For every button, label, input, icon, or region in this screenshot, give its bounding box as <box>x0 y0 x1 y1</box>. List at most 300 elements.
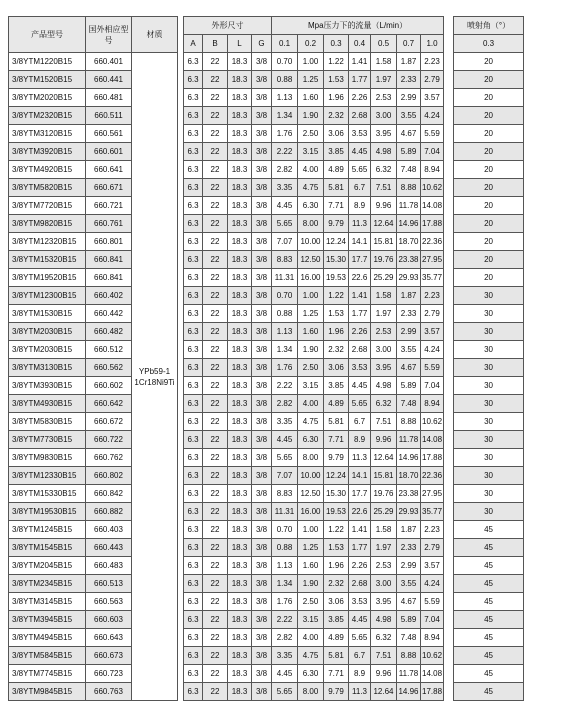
cell-flow-0.5: 25.29 <box>371 503 397 521</box>
cell-flow-0.2: 2.50 <box>298 359 324 377</box>
cell-flow-0.3: 1.22 <box>324 287 349 305</box>
cell-flow-1.0: 14.08 <box>421 197 444 215</box>
cell-flow-0.2: 2.50 <box>298 125 324 143</box>
cell-flow-0.2: 3.15 <box>298 143 324 161</box>
cell-dim-b: 22 <box>203 647 228 665</box>
cell-flow-0.2: 3.15 <box>298 611 324 629</box>
cell-flow-1.0: 27.95 <box>421 485 444 503</box>
cell-flow-0.1: 11.31 <box>272 269 298 287</box>
cell-model: 3/8YTM1520B15 <box>9 71 86 89</box>
cell-flow-0.5: 25.29 <box>371 269 397 287</box>
header-pressure-0.5: 0.5 <box>371 35 397 53</box>
cell-dim-b: 22 <box>203 593 228 611</box>
cell-flow-0.2: 1.25 <box>298 71 324 89</box>
cell-flow-0.3: 7.71 <box>324 197 349 215</box>
cell-ref-model: 660.561 <box>86 125 132 143</box>
cell-dim-b: 22 <box>203 521 228 539</box>
cell-ref-model: 660.482 <box>86 323 132 341</box>
cell-flow-0.4: 2.68 <box>349 575 371 593</box>
cell-flow-0.5: 6.32 <box>371 629 397 647</box>
cell-flow-0.2: 4.00 <box>298 161 324 179</box>
cell-dim-g: 3/8 <box>252 431 272 449</box>
cell-flow-1.0: 4.24 <box>421 575 444 593</box>
cell-flow-0.4: 8.9 <box>349 665 371 683</box>
cell-model: 3/8YTM2345B15 <box>9 575 86 593</box>
cell-dim-a: 6.3 <box>184 683 203 701</box>
cell-flow-0.7: 4.67 <box>397 359 421 377</box>
cell-model: 3/8YTM5830B15 <box>9 413 86 431</box>
cell-dim-b: 22 <box>203 161 228 179</box>
cell-flow-0.4: 5.65 <box>349 395 371 413</box>
cell-flow-0.7: 11.78 <box>397 197 421 215</box>
cell-flow-0.7: 2.99 <box>397 89 421 107</box>
cell-flow-0.3: 7.71 <box>324 665 349 683</box>
cell-dim-b: 22 <box>203 395 228 413</box>
cell-dim-a: 6.3 <box>184 485 203 503</box>
cell-flow-1.0: 4.24 <box>421 107 444 125</box>
cell-ref-model: 660.723 <box>86 665 132 683</box>
cell-flow-0.5: 1.58 <box>371 53 397 71</box>
cell-flow-0.1: 4.45 <box>272 431 298 449</box>
spec-table-container <box>8 16 524 701</box>
cell-ref-model: 660.511 <box>86 107 132 125</box>
cell-flow-0.2: 6.30 <box>298 431 324 449</box>
cell-flow-0.3: 4.89 <box>324 161 349 179</box>
cell-dim-b: 22 <box>203 431 228 449</box>
cell-model: 3/8YTM3920B15 <box>9 143 86 161</box>
cell-flow-0.1: 1.34 <box>272 575 298 593</box>
cell-spray-angle: 30 <box>454 341 524 359</box>
cell-flow-0.7: 29.93 <box>397 269 421 287</box>
header-pressure-0.2: 0.2 <box>298 35 324 53</box>
cell-dim-b: 22 <box>203 557 228 575</box>
cell-flow-0.2: 16.00 <box>298 269 324 287</box>
cell-dim-b: 22 <box>203 287 228 305</box>
cell-flow-0.7: 1.87 <box>397 53 421 71</box>
cell-flow-0.5: 1.97 <box>371 71 397 89</box>
cell-ref-model: 660.442 <box>86 305 132 323</box>
column-gap <box>444 17 454 53</box>
cell-flow-0.3: 4.89 <box>324 395 349 413</box>
cell-flow-0.3: 2.32 <box>324 575 349 593</box>
cell-dim-g: 3/8 <box>252 611 272 629</box>
cell-dim-g: 3/8 <box>252 197 272 215</box>
cell-flow-0.1: 2.22 <box>272 377 298 395</box>
cell-flow-0.2: 4.00 <box>298 629 324 647</box>
cell-model: 3/8YTM12330B15 <box>9 467 86 485</box>
cell-dim-a: 6.3 <box>184 503 203 521</box>
cell-ref-model: 660.483 <box>86 557 132 575</box>
cell-dim-b: 22 <box>203 53 228 71</box>
cell-flow-0.1: 1.34 <box>272 107 298 125</box>
cell-flow-0.1: 5.65 <box>272 683 298 701</box>
cell-flow-0.1: 2.82 <box>272 395 298 413</box>
cell-dim-l: 18.3 <box>228 143 252 161</box>
cell-flow-0.2: 1.25 <box>298 539 324 557</box>
cell-flow-0.7: 8.88 <box>397 647 421 665</box>
cell-dim-l: 18.3 <box>228 467 252 485</box>
cell-flow-0.5: 9.96 <box>371 431 397 449</box>
cell-flow-0.2: 4.75 <box>298 413 324 431</box>
cell-flow-0.4: 11.3 <box>349 449 371 467</box>
cell-flow-0.5: 6.32 <box>371 161 397 179</box>
cell-flow-0.4: 1.77 <box>349 305 371 323</box>
cell-flow-0.3: 12.24 <box>324 467 349 485</box>
cell-flow-0.2: 1.00 <box>298 521 324 539</box>
cell-flow-1.0: 2.23 <box>421 287 444 305</box>
cell-flow-0.4: 11.3 <box>349 683 371 701</box>
cell-dim-l: 18.3 <box>228 71 252 89</box>
header-dimensions: 外形尺寸 <box>184 17 272 35</box>
cell-dim-a: 6.3 <box>184 377 203 395</box>
header-material: 材质 <box>132 17 178 53</box>
header-pressure-1.0: 1.0 <box>421 35 444 53</box>
cell-flow-1.0: 14.08 <box>421 431 444 449</box>
cell-spray-angle: 30 <box>454 377 524 395</box>
cell-flow-1.0: 2.23 <box>421 53 444 71</box>
cell-flow-0.3: 1.96 <box>324 323 349 341</box>
cell-dim-a: 6.3 <box>184 611 203 629</box>
header-dim-l: L <box>228 35 252 53</box>
cell-flow-0.5: 15.81 <box>371 233 397 251</box>
cell-dim-a: 6.3 <box>184 197 203 215</box>
cell-dim-a: 6.3 <box>184 53 203 71</box>
cell-dim-a: 6.3 <box>184 467 203 485</box>
cell-dim-l: 18.3 <box>228 179 252 197</box>
cell-flow-1.0: 35.77 <box>421 503 444 521</box>
cell-dim-l: 18.3 <box>228 647 252 665</box>
cell-flow-1.0: 5.59 <box>421 359 444 377</box>
cell-dim-g: 3/8 <box>252 125 272 143</box>
cell-flow-1.0: 7.04 <box>421 377 444 395</box>
cell-flow-0.4: 1.41 <box>349 53 371 71</box>
cell-ref-model: 660.763 <box>86 683 132 701</box>
cell-flow-0.4: 17.7 <box>349 251 371 269</box>
cell-flow-0.1: 0.88 <box>272 539 298 557</box>
cell-ref-model: 660.801 <box>86 233 132 251</box>
cell-dim-a: 6.3 <box>184 395 203 413</box>
cell-flow-0.2: 6.30 <box>298 197 324 215</box>
cell-flow-0.4: 1.41 <box>349 521 371 539</box>
cell-flow-0.4: 22.6 <box>349 503 371 521</box>
header-model: 产品型号 <box>9 17 86 53</box>
cell-spray-angle: 20 <box>454 197 524 215</box>
cell-dim-b: 22 <box>203 503 228 521</box>
cell-flow-0.4: 4.45 <box>349 143 371 161</box>
cell-flow-0.1: 1.13 <box>272 557 298 575</box>
cell-flow-0.1: 2.22 <box>272 611 298 629</box>
cell-flow-0.5: 12.64 <box>371 683 397 701</box>
cell-flow-0.4: 6.7 <box>349 179 371 197</box>
cell-flow-0.2: 1.00 <box>298 53 324 71</box>
cell-flow-0.2: 12.50 <box>298 251 324 269</box>
cell-dim-a: 6.3 <box>184 251 203 269</box>
header-ref-model: 国外相应型号 <box>86 17 132 53</box>
cell-spray-angle: 30 <box>454 503 524 521</box>
cell-dim-g: 3/8 <box>252 449 272 467</box>
cell-ref-model: 660.563 <box>86 593 132 611</box>
cell-spray-angle: 30 <box>454 287 524 305</box>
cell-flow-1.0: 3.57 <box>421 89 444 107</box>
cell-ref-model: 660.603 <box>86 611 132 629</box>
cell-dim-a: 6.3 <box>184 269 203 287</box>
cell-model: 3/8YTM19530B15 <box>9 503 86 521</box>
cell-flow-0.1: 0.70 <box>272 53 298 71</box>
material-line-1: YPb59-1 <box>138 366 171 376</box>
cell-model: 3/8YTM2030B15 <box>9 323 86 341</box>
cell-model: 3/8YTM3145B15 <box>9 593 86 611</box>
cell-model: 3/8YTM9820B15 <box>9 215 86 233</box>
cell-dim-g: 3/8 <box>252 143 272 161</box>
cell-flow-0.7: 2.99 <box>397 557 421 575</box>
cell-flow-0.3: 9.79 <box>324 683 349 701</box>
cell-spray-angle: 30 <box>454 305 524 323</box>
cell-model: 3/8YTM1545B15 <box>9 539 86 557</box>
cell-flow-0.4: 2.68 <box>349 341 371 359</box>
cell-flow-0.5: 2.53 <box>371 557 397 575</box>
cell-flow-0.3: 1.53 <box>324 305 349 323</box>
cell-ref-model: 660.671 <box>86 179 132 197</box>
cell-flow-0.7: 5.89 <box>397 143 421 161</box>
cell-flow-0.7: 29.93 <box>397 503 421 521</box>
cell-ref-model: 660.441 <box>86 71 132 89</box>
cell-flow-0.2: 3.15 <box>298 377 324 395</box>
cell-spray-angle: 45 <box>454 521 524 539</box>
cell-flow-0.7: 2.33 <box>397 539 421 557</box>
cell-flow-0.3: 2.32 <box>324 107 349 125</box>
cell-flow-0.5: 12.64 <box>371 215 397 233</box>
cell-flow-0.5: 4.98 <box>371 611 397 629</box>
cell-flow-1.0: 35.77 <box>421 269 444 287</box>
cell-spray-angle: 20 <box>454 53 524 71</box>
cell-flow-0.4: 11.3 <box>349 215 371 233</box>
cell-flow-1.0: 7.04 <box>421 143 444 161</box>
cell-flow-0.1: 1.13 <box>272 89 298 107</box>
cell-flow-0.7: 8.88 <box>397 413 421 431</box>
cell-flow-0.7: 14.96 <box>397 449 421 467</box>
cell-flow-0.4: 22.6 <box>349 269 371 287</box>
cell-flow-0.4: 5.65 <box>349 161 371 179</box>
cell-flow-0.7: 3.55 <box>397 575 421 593</box>
cell-spray-angle: 45 <box>454 575 524 593</box>
cell-flow-0.3: 3.06 <box>324 125 349 143</box>
cell-dim-l: 18.3 <box>228 413 252 431</box>
cell-dim-a: 6.3 <box>184 215 203 233</box>
cell-flow-1.0: 5.59 <box>421 593 444 611</box>
header-dim-a: A <box>184 35 203 53</box>
cell-dim-g: 3/8 <box>252 395 272 413</box>
cell-flow-0.3: 3.85 <box>324 611 349 629</box>
cell-flow-0.7: 1.87 <box>397 287 421 305</box>
cell-flow-0.4: 6.7 <box>349 413 371 431</box>
cell-spray-angle: 45 <box>454 647 524 665</box>
cell-flow-0.1: 8.83 <box>272 251 298 269</box>
cell-dim-b: 22 <box>203 179 228 197</box>
cell-dim-b: 22 <box>203 377 228 395</box>
cell-dim-b: 22 <box>203 467 228 485</box>
cell-flow-0.3: 19.53 <box>324 269 349 287</box>
cell-flow-0.4: 4.45 <box>349 611 371 629</box>
cell-flow-0.7: 18.70 <box>397 467 421 485</box>
cell-flow-0.3: 12.24 <box>324 233 349 251</box>
cell-model: 3/8YTM7745B15 <box>9 665 86 683</box>
cell-flow-0.2: 10.00 <box>298 233 324 251</box>
cell-spray-angle: 30 <box>454 485 524 503</box>
cell-flow-0.4: 2.26 <box>349 557 371 575</box>
cell-dim-a: 6.3 <box>184 413 203 431</box>
cell-spray-angle: 45 <box>454 629 524 647</box>
cell-flow-0.4: 5.65 <box>349 629 371 647</box>
cell-dim-a: 6.3 <box>184 557 203 575</box>
cell-dim-l: 18.3 <box>228 665 252 683</box>
cell-model: 3/8YTM5845B15 <box>9 647 86 665</box>
cell-flow-0.2: 4.75 <box>298 179 324 197</box>
cell-flow-1.0: 5.59 <box>421 125 444 143</box>
cell-model: 3/8YTM3930B15 <box>9 377 86 395</box>
cell-flow-0.3: 1.53 <box>324 71 349 89</box>
cell-flow-0.7: 7.48 <box>397 395 421 413</box>
cell-dim-l: 18.3 <box>228 161 252 179</box>
header-pressure-0.1: 0.1 <box>272 35 298 53</box>
cell-dim-l: 18.3 <box>228 251 252 269</box>
cell-flow-0.1: 2.82 <box>272 629 298 647</box>
cell-flow-1.0: 27.95 <box>421 251 444 269</box>
cell-flow-0.1: 0.88 <box>272 305 298 323</box>
cell-flow-0.2: 1.60 <box>298 557 324 575</box>
cell-model: 3/8YTM3945B15 <box>9 611 86 629</box>
cell-flow-0.5: 7.51 <box>371 647 397 665</box>
cell-dim-g: 3/8 <box>252 89 272 107</box>
cell-spray-angle: 45 <box>454 593 524 611</box>
cell-dim-l: 18.3 <box>228 575 252 593</box>
cell-flow-0.5: 3.95 <box>371 125 397 143</box>
cell-flow-0.3: 3.85 <box>324 143 349 161</box>
cell-flow-0.3: 9.79 <box>324 215 349 233</box>
cell-flow-0.4: 17.7 <box>349 485 371 503</box>
cell-flow-0.5: 7.51 <box>371 413 397 431</box>
cell-spray-angle: 45 <box>454 557 524 575</box>
cell-flow-0.5: 1.58 <box>371 521 397 539</box>
cell-spray-angle: 30 <box>454 323 524 341</box>
cell-dim-g: 3/8 <box>252 485 272 503</box>
cell-ref-model: 660.643 <box>86 629 132 647</box>
cell-dim-l: 18.3 <box>228 485 252 503</box>
cell-dim-g: 3/8 <box>252 413 272 431</box>
cell-ref-model: 660.602 <box>86 377 132 395</box>
cell-dim-g: 3/8 <box>252 71 272 89</box>
cell-model: 3/8YTM12300B15 <box>9 287 86 305</box>
cell-flow-0.7: 5.89 <box>397 377 421 395</box>
cell-dim-l: 18.3 <box>228 359 252 377</box>
cell-spray-angle: 45 <box>454 683 524 701</box>
cell-flow-0.3: 5.81 <box>324 179 349 197</box>
cell-flow-0.4: 4.45 <box>349 377 371 395</box>
cell-flow-0.1: 0.70 <box>272 521 298 539</box>
cell-flow-1.0: 22.36 <box>421 467 444 485</box>
cell-dim-l: 18.3 <box>228 323 252 341</box>
cell-spray-angle: 45 <box>454 611 524 629</box>
cell-flow-0.2: 10.00 <box>298 467 324 485</box>
cell-model: 3/8YTM7720B15 <box>9 197 86 215</box>
cell-flow-1.0: 8.94 <box>421 395 444 413</box>
cell-dim-g: 3/8 <box>252 53 272 71</box>
cell-flow-0.5: 2.53 <box>371 323 397 341</box>
cell-flow-0.5: 19.76 <box>371 485 397 503</box>
cell-flow-0.7: 7.48 <box>397 629 421 647</box>
cell-dim-b: 22 <box>203 539 228 557</box>
cell-dim-l: 18.3 <box>228 89 252 107</box>
cell-dim-g: 3/8 <box>252 521 272 539</box>
cell-flow-0.3: 5.81 <box>324 647 349 665</box>
cell-dim-l: 18.3 <box>228 449 252 467</box>
cell-flow-0.3: 2.32 <box>324 341 349 359</box>
cell-flow-0.3: 4.89 <box>324 629 349 647</box>
material-line-2: 1Cr18Ni9Ti <box>134 377 175 387</box>
cell-flow-0.4: 1.41 <box>349 287 371 305</box>
cell-flow-0.7: 18.70 <box>397 233 421 251</box>
cell-dim-a: 6.3 <box>184 305 203 323</box>
cell-dim-l: 18.3 <box>228 521 252 539</box>
cell-flow-0.7: 11.78 <box>397 665 421 683</box>
spec-table-body <box>9 53 524 701</box>
cell-model: 3/8YTM12320B15 <box>9 233 86 251</box>
cell-flow-1.0: 3.57 <box>421 557 444 575</box>
cell-model: 3/8YTM9830B15 <box>9 449 86 467</box>
table-row <box>9 53 524 71</box>
cell-flow-0.1: 1.76 <box>272 359 298 377</box>
cell-flow-0.3: 3.85 <box>324 377 349 395</box>
cell-spray-angle: 20 <box>454 107 524 125</box>
cell-flow-0.1: 7.07 <box>272 233 298 251</box>
cell-dim-a: 6.3 <box>184 125 203 143</box>
cell-dim-b: 22 <box>203 233 228 251</box>
cell-ref-model: 660.761 <box>86 215 132 233</box>
cell-model: 3/8YTM1245B15 <box>9 521 86 539</box>
cell-ref-model: 660.403 <box>86 521 132 539</box>
cell-dim-l: 18.3 <box>228 611 252 629</box>
cell-dim-l: 18.3 <box>228 53 252 71</box>
cell-dim-b: 22 <box>203 413 228 431</box>
cell-dim-l: 18.3 <box>228 431 252 449</box>
cell-dim-g: 3/8 <box>252 575 272 593</box>
cell-flow-0.7: 4.67 <box>397 593 421 611</box>
cell-dim-b: 22 <box>203 485 228 503</box>
cell-ref-model: 660.642 <box>86 395 132 413</box>
cell-flow-0.7: 7.48 <box>397 161 421 179</box>
cell-flow-0.1: 0.70 <box>272 287 298 305</box>
cell-flow-0.3: 3.06 <box>324 593 349 611</box>
cell-dim-b: 22 <box>203 125 228 143</box>
cell-flow-0.5: 12.64 <box>371 449 397 467</box>
cell-dim-a: 6.3 <box>184 287 203 305</box>
cell-dim-l: 18.3 <box>228 269 252 287</box>
cell-flow-0.5: 1.58 <box>371 287 397 305</box>
cell-model: 3/8YTM7730B15 <box>9 431 86 449</box>
cell-model: 3/8YTM2020B15 <box>9 89 86 107</box>
cell-dim-g: 3/8 <box>252 359 272 377</box>
cell-model: 3/8YTM9845B15 <box>9 683 86 701</box>
cell-dim-g: 3/8 <box>252 665 272 683</box>
header-pressure-0.3: 0.3 <box>324 35 349 53</box>
cell-flow-0.1: 0.88 <box>272 71 298 89</box>
cell-dim-a: 6.3 <box>184 431 203 449</box>
cell-flow-0.2: 1.90 <box>298 341 324 359</box>
cell-dim-b: 22 <box>203 449 228 467</box>
cell-flow-0.3: 15.30 <box>324 485 349 503</box>
cell-spray-angle: 20 <box>454 125 524 143</box>
cell-dim-b: 22 <box>203 683 228 701</box>
cell-model: 3/8YTM4945B15 <box>9 629 86 647</box>
